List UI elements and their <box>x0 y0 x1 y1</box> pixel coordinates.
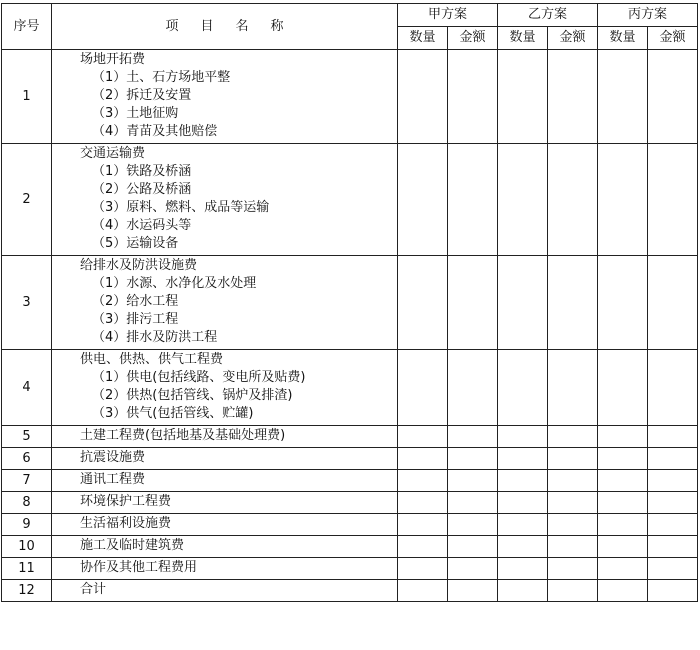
header-plan-c-quantity: 数量 <box>598 27 648 50</box>
value-cell <box>548 448 598 470</box>
item-title: 生活福利设施费 <box>80 516 172 531</box>
value-cell <box>498 536 548 558</box>
value-cell <box>598 492 648 514</box>
value-cell <box>448 470 498 492</box>
item-name-cell <box>52 448 398 470</box>
value-cell <box>648 514 698 536</box>
item-title: 抗震设施费 <box>80 450 146 465</box>
header-plan-a-quantity: 数量 <box>398 27 448 50</box>
item-name-cell <box>52 470 398 492</box>
row-number: 6 <box>2 448 52 470</box>
value-cell <box>598 426 648 448</box>
value-cell <box>598 50 648 144</box>
header-plan-a: 甲方案 <box>398 4 498 27</box>
value-cell <box>548 426 598 448</box>
item-name-cell <box>52 558 398 580</box>
table-row <box>2 50 698 144</box>
sub-item: （4）青苗及其他赔偿 <box>92 124 218 139</box>
value-cell <box>598 558 648 580</box>
value-cell <box>398 256 448 350</box>
value-cell <box>498 492 548 514</box>
value-cell <box>548 50 598 144</box>
row-number: 1 <box>2 50 52 144</box>
sub-item: （3）原料、燃料、成品等运输 <box>92 200 270 215</box>
value-cell <box>448 426 498 448</box>
row-number: 2 <box>2 144 52 256</box>
value-cell <box>648 144 698 256</box>
value-cell <box>398 580 448 602</box>
value-cell <box>548 256 598 350</box>
table-row <box>2 426 698 448</box>
header-item-name: 项目名称 <box>52 4 398 50</box>
item-title: 通讯工程费 <box>80 472 146 487</box>
header-plan-b-quantity: 数量 <box>498 27 548 50</box>
header-plan-b-amount: 金额 <box>548 27 598 50</box>
value-cell <box>648 350 698 426</box>
value-cell <box>498 558 548 580</box>
item-title: 施工及临时建筑费 <box>80 538 185 553</box>
value-cell <box>598 144 648 256</box>
value-cell <box>448 580 498 602</box>
value-cell <box>448 448 498 470</box>
value-cell <box>598 350 648 426</box>
value-cell <box>498 470 548 492</box>
value-cell <box>498 514 548 536</box>
item-title: 土建工程费(包括地基及基础处理费) <box>80 428 286 443</box>
value-cell <box>548 536 598 558</box>
sub-item: （1）铁路及桥涵 <box>92 164 192 179</box>
item-title: 环境保护工程费 <box>80 494 172 509</box>
value-cell <box>398 144 448 256</box>
value-cell <box>498 50 548 144</box>
item-name-cell <box>52 426 398 448</box>
table-row <box>2 256 698 350</box>
item-name-cell <box>52 144 398 256</box>
value-cell <box>398 448 448 470</box>
table-row <box>2 536 698 558</box>
value-cell <box>648 580 698 602</box>
table-row <box>2 492 698 514</box>
sub-item: （2）给水工程 <box>92 294 179 309</box>
row-number: 3 <box>2 256 52 350</box>
table-row <box>2 144 698 256</box>
value-cell <box>398 470 448 492</box>
value-cell <box>398 514 448 536</box>
row-number: 4 <box>2 350 52 426</box>
item-name-cell <box>52 492 398 514</box>
table-row <box>2 580 698 602</box>
value-cell <box>548 558 598 580</box>
row-number: 7 <box>2 470 52 492</box>
value-cell <box>648 50 698 144</box>
item-title: 协作及其他工程费用 <box>80 560 198 575</box>
table-row <box>2 514 698 536</box>
sub-item: （1）土、石方场地平整 <box>92 70 231 85</box>
value-cell <box>598 256 648 350</box>
value-cell <box>448 536 498 558</box>
item-title: 合计 <box>80 582 107 597</box>
item-name-cell <box>52 580 398 602</box>
value-cell <box>648 256 698 350</box>
value-cell <box>498 426 548 448</box>
value-cell <box>398 492 448 514</box>
item-title: 供电、供热、供气工程费 <box>80 352 224 367</box>
value-cell <box>398 558 448 580</box>
value-cell <box>598 448 648 470</box>
sub-item: （3）排污工程 <box>92 312 179 327</box>
table-row <box>2 448 698 470</box>
sub-item: （4）排水及防洪工程 <box>92 330 218 345</box>
value-cell <box>548 514 598 536</box>
sub-item: （2）拆迁及安置 <box>92 88 192 103</box>
value-cell <box>548 492 598 514</box>
item-name-cell <box>52 50 398 144</box>
value-cell <box>548 144 598 256</box>
value-cell <box>598 580 648 602</box>
row-number: 12 <box>2 580 52 602</box>
table-row <box>2 350 698 426</box>
sub-item: （4）水运码头等 <box>92 218 192 233</box>
value-cell <box>448 350 498 426</box>
value-cell <box>498 350 548 426</box>
value-cell <box>448 492 498 514</box>
value-cell <box>648 558 698 580</box>
item-title: 场地开拓费 <box>80 52 146 67</box>
value-cell <box>498 448 548 470</box>
table-row <box>2 558 698 580</box>
item-title: 交通运输费 <box>80 146 146 161</box>
row-number: 11 <box>2 558 52 580</box>
value-cell <box>598 470 648 492</box>
value-cell <box>498 144 548 256</box>
value-cell <box>598 514 648 536</box>
value-cell <box>548 580 598 602</box>
item-title: 给排水及防洪设施费 <box>80 258 198 273</box>
value-cell <box>448 514 498 536</box>
value-cell <box>448 256 498 350</box>
value-cell <box>648 448 698 470</box>
value-cell <box>398 350 448 426</box>
value-cell <box>648 492 698 514</box>
header-plan-c: 丙方案 <box>598 4 698 27</box>
value-cell <box>498 580 548 602</box>
value-cell <box>398 536 448 558</box>
header-plan-c-amount: 金额 <box>648 27 698 50</box>
item-name-cell <box>52 256 398 350</box>
value-cell <box>448 50 498 144</box>
sub-item: （1）供电(包括线路、变电所及贴费) <box>92 370 306 385</box>
sub-item: （2）公路及桥涵 <box>92 182 192 197</box>
value-cell <box>548 470 598 492</box>
item-name-cell <box>52 350 398 426</box>
value-cell <box>398 50 448 144</box>
sub-item: （5）运输设备 <box>92 236 179 251</box>
header-plan-b: 乙方案 <box>498 4 598 27</box>
table-row <box>2 470 698 492</box>
row-number: 9 <box>2 514 52 536</box>
value-cell <box>498 256 548 350</box>
value-cell <box>448 144 498 256</box>
row-number: 5 <box>2 426 52 448</box>
item-name-cell <box>52 514 398 536</box>
sub-item: （2）供热(包括管线、锅炉及排渣) <box>92 388 293 403</box>
row-number: 8 <box>2 492 52 514</box>
header-plan-a-amount: 金额 <box>448 27 498 50</box>
cost-estimate-table <box>1 3 698 602</box>
sub-item: （1）水源、水净化及水处理 <box>92 276 257 291</box>
header-no: 序号 <box>2 4 52 50</box>
value-cell <box>548 350 598 426</box>
value-cell <box>448 558 498 580</box>
table-body <box>2 50 698 602</box>
value-cell <box>648 426 698 448</box>
value-cell <box>648 536 698 558</box>
sub-item: （3）土地征购 <box>92 106 179 121</box>
value-cell <box>398 426 448 448</box>
value-cell <box>598 536 648 558</box>
value-cell <box>648 470 698 492</box>
header-row-1 <box>2 4 698 27</box>
item-name-cell <box>52 536 398 558</box>
sub-item: （3）供气(包括管线、贮罐) <box>92 406 254 421</box>
row-number: 10 <box>2 536 52 558</box>
